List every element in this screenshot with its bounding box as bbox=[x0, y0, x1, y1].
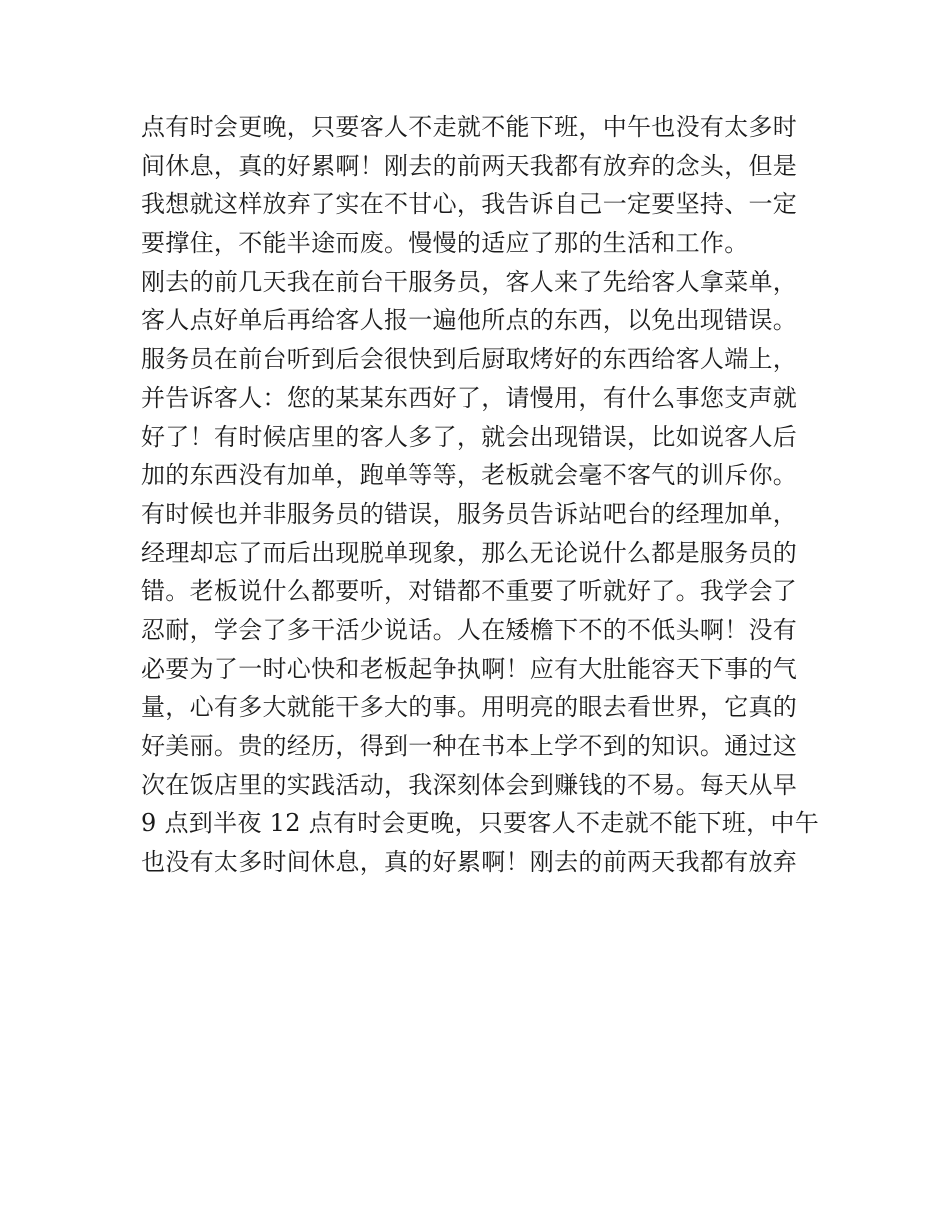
text-line: 量，心有多大就能干多大的事。用明亮的眼去看世界，它真的 bbox=[141, 693, 798, 722]
text-line: 我想就这样放弃了实在不甘心，我告诉自己一定要坚持、一定 bbox=[141, 190, 798, 219]
text-line: 错。老板说什么都要听，对错都不重要了听就好了。我学会了 bbox=[141, 577, 798, 606]
text-line: 刚去的前几天我在前台干服务员，客人来了先给客人拿菜单， bbox=[141, 267, 798, 296]
text-line: 必要为了一时心快和老板起争执啊！应有大肚能容天下事的气 bbox=[141, 654, 798, 683]
text-line: 客人点好单后再给客人报一遍他所点的东西，以免出现错误。 bbox=[141, 306, 798, 335]
text-line: 并告诉客人：您的某某东西好了，请慢用，有什么事您支声就 bbox=[141, 383, 798, 412]
text-line: 忍耐，学会了多干活少说话。人在矮檐下不的不低头啊！没有 bbox=[141, 615, 798, 644]
text-line: 9 点到半夜 12 点有时会更晚，只要客人不走就不能下班，中午 bbox=[141, 809, 819, 838]
text-line: 好美丽。贵的经历，得到一种在书本上学不到的知识。通过这 bbox=[141, 732, 798, 760]
text-line: 也没有太多时间休息，真的好累啊！刚去的前两天我都有放弃 bbox=[141, 848, 798, 877]
text-line: 加的东西没有加单，跑单等等，老板就会毫不客气的训斥你。 bbox=[141, 461, 798, 490]
text-line: 要撑住，不能半途而废。慢慢的适应了那的生活和工作。 bbox=[141, 229, 749, 258]
text-line: 好了！有时候店里的客人多了，就会出现错误，比如说客人后 bbox=[141, 422, 798, 451]
body-text bbox=[141, 108, 821, 882]
text-line: 次在饭店里的实践活动，我深刻体会到赚钱的不易。每天从早 bbox=[141, 770, 798, 799]
text-line: 点有时会更晚，只要客人不走就不能下班，中午也没有太多时 bbox=[141, 113, 798, 141]
text-line: 经理却忘了而后出现脱单现象，那么无论说什么都是服务员的 bbox=[141, 538, 798, 567]
text-line: 间休息，真的好累啊！刚去的前两天我都有放弃的念头，但是 bbox=[141, 151, 798, 180]
text-line: 服务员在前台听到后会很快到后厨取烤好的东西给客人端上， bbox=[141, 345, 798, 374]
text-line: 有时候也并非服务员的错误，服务员告诉站吧台的经理加单， bbox=[141, 499, 798, 528]
